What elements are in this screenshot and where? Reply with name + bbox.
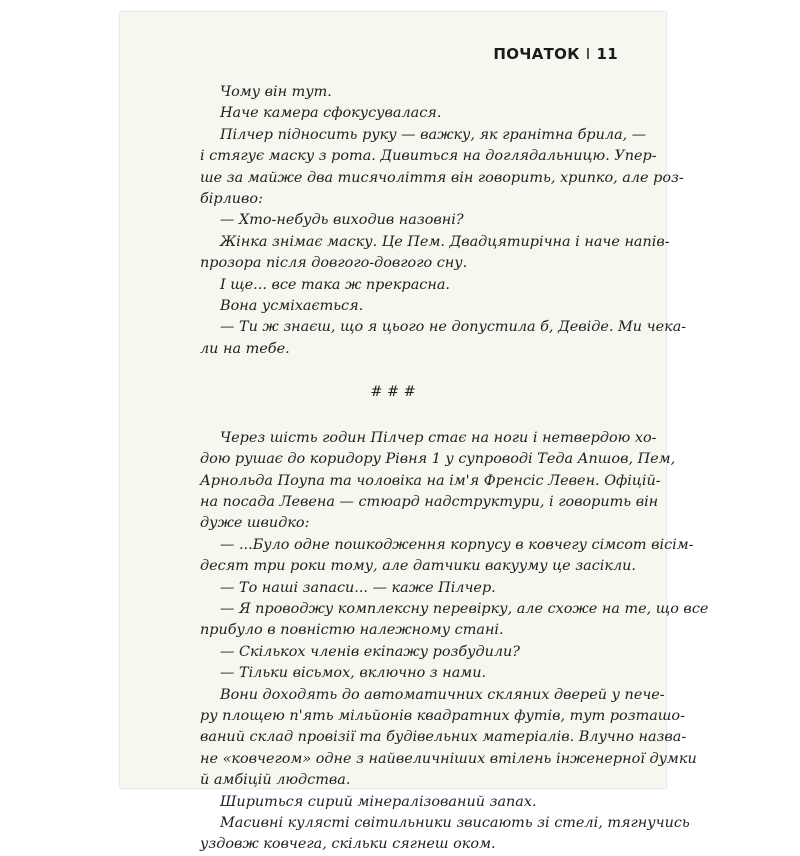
text-line: — Ти ж знаєш, що я цього не допустила б, Девіде. Ми чека- <box>220 319 687 336</box>
text-line: не «ковчегом» одне з найвеличніших втілень інженерної думки <box>200 750 697 767</box>
text-line: прибуло в повністю належному стані. <box>200 622 504 639</box>
text-line: Чому він тут. <box>220 84 332 100</box>
text-line: й амбіцій людства. <box>200 772 351 789</box>
text-line: — Скількох членів екіпажу розбудили? <box>220 643 521 660</box>
text-line: Наче камера сфокусувалася. <box>220 105 442 122</box>
section-divider: # # # <box>370 384 416 401</box>
text-line: ше за майже два тисячоліття він говорить, хрипко, але роз- <box>200 169 684 186</box>
text-line: — То наші запаси... — каже Пілчер. <box>220 579 496 596</box>
text-line: ли на тебе. <box>200 340 290 357</box>
text-line: Вона усміхається. <box>220 298 364 315</box>
text-line: Шириться сирий мінералізований запах. <box>220 793 537 810</box>
text-line: і стягує маску з рота. Дивиться на доглядальницю. Упер- <box>200 148 657 165</box>
text-line: дуже швидко: <box>200 515 310 532</box>
text-line: Через шість годин Пілчер стає на ноги і нетвердою хо- <box>220 429 657 446</box>
page-body <box>200 82 709 856</box>
spacer <box>200 404 586 428</box>
book-page <box>120 12 709 853</box>
text-line: — Я проводжу комплексну перевірку, але схоже на те, що все <box>220 600 709 617</box>
text-line: дою рушає до коридору Рівня 1 у супроводі Теда Апшов, Пем, <box>200 451 676 468</box>
header-separator: I <box>585 45 591 63</box>
text-line: ру площею п'ять мільйонів квадратних футів, тут розташо- <box>200 707 685 724</box>
text-line: Пілчер підносить руку — важку, як гранітна брила, — <box>220 126 647 143</box>
text-line: — Тільки вісьмох, включно з нами. <box>220 665 487 682</box>
text-line: бірливо: <box>200 191 263 208</box>
text-line: — Хто-небудь виходив назовні? <box>220 212 464 229</box>
text-block-1 <box>200 82 687 360</box>
text-line: Вони доходять до автоматичних скляних дверей у пече- <box>220 686 665 703</box>
text-line: на посада Левена — стюард надструктури, і говорить він <box>200 493 659 510</box>
text-line: уздовж ковчега, скільки сягнеш оком. <box>200 836 496 853</box>
running-header <box>493 45 618 63</box>
text-line: Масивні кулясті світильники звисають зі стелі, тягнучись <box>220 815 690 831</box>
spacer <box>200 360 586 382</box>
text-block-2 <box>200 428 709 856</box>
text-line: ваний склад провізії та будівельних матеріалів. Влучно назва- <box>200 729 687 746</box>
text-line: десят три роки тому, але датчики вакууму це засікли. <box>200 558 636 575</box>
page-number: 11 <box>596 45 618 63</box>
text-line: — ...Було одне пошкодження корпусу в ковчегу сімсот вісім- <box>220 536 694 553</box>
text-line: прозора після довгого-довгого сну. <box>200 255 468 272</box>
text-line: Жінка знімає маску. Це Пем. Двадцятирічна і наче напів- <box>220 233 670 250</box>
text-line: І ще... все така ж прекрасна. <box>220 276 450 293</box>
chapter-title: ПОЧАТОК <box>493 45 580 63</box>
text-line: Арнольда Поупа та чоловіка на ім'я Френсіс Левен. Офіцій- <box>200 472 661 489</box>
